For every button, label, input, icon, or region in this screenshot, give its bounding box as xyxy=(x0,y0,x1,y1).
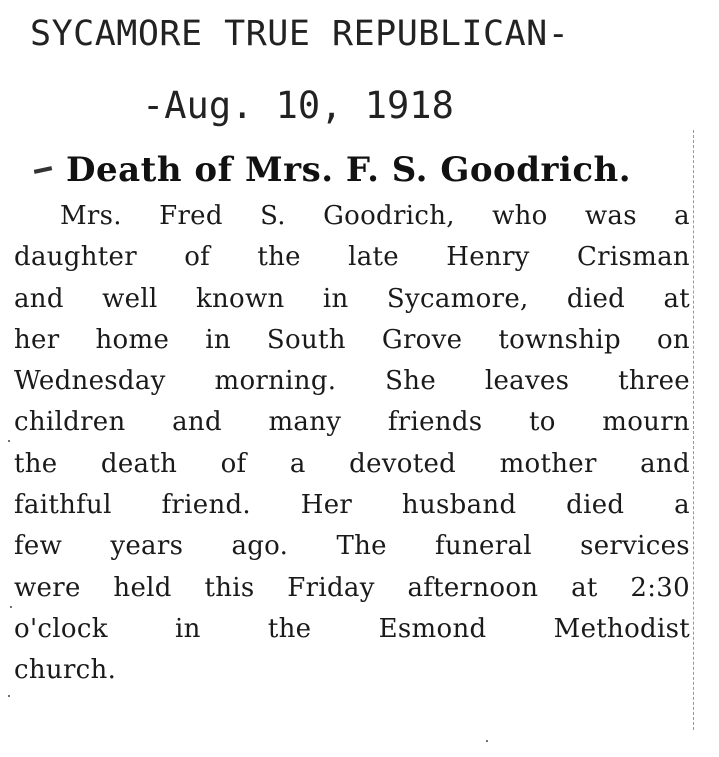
article-word: She xyxy=(385,366,437,397)
article-word: mother xyxy=(499,448,597,479)
article-word: many xyxy=(268,407,342,438)
article-word: and xyxy=(640,448,690,479)
article-line xyxy=(14,444,690,485)
article-word: on xyxy=(656,324,690,355)
article-word: three xyxy=(618,366,690,397)
article-headline xyxy=(14,150,690,190)
article-word: morning. xyxy=(214,366,337,397)
article-line xyxy=(14,568,690,609)
news-clipping xyxy=(14,150,690,692)
article-word: Henry xyxy=(446,242,530,273)
article-line xyxy=(14,279,690,320)
article-line xyxy=(14,361,690,402)
article-word: few xyxy=(14,531,63,562)
article-word: died xyxy=(566,283,626,314)
article-word: known xyxy=(195,283,285,314)
article-word: home xyxy=(95,324,170,355)
article-word: at xyxy=(571,572,598,603)
publication-date: -Aug. 10, 1918 xyxy=(142,84,454,127)
article-word: Goodrich, xyxy=(323,201,455,231)
article-word: 2:30 xyxy=(630,572,690,603)
article-word: afternoon xyxy=(407,572,539,603)
article-word: daughter xyxy=(14,242,137,273)
article-line xyxy=(14,526,690,567)
article-word: Wednesday xyxy=(14,366,166,397)
article-word: a xyxy=(674,490,690,521)
article-line xyxy=(14,609,690,650)
article-word: a xyxy=(289,448,306,479)
article-word: South xyxy=(266,324,346,355)
print-speck xyxy=(8,440,10,442)
article-word: this xyxy=(204,572,255,603)
article-word: services xyxy=(580,531,690,562)
article-word: husband xyxy=(401,490,517,521)
headline-dash-mark xyxy=(34,166,52,174)
article-word: who xyxy=(492,201,548,231)
article-word: in xyxy=(205,324,231,355)
article-word: death xyxy=(100,448,178,479)
article-word: the xyxy=(14,448,58,479)
article-word: church. xyxy=(14,655,117,686)
article-word: Mrs. xyxy=(60,201,122,231)
article-body xyxy=(14,196,690,692)
article-word: Crisman xyxy=(576,242,690,273)
article-word: The xyxy=(336,531,387,562)
article-word: faithful xyxy=(14,490,112,521)
article-word: were xyxy=(14,572,81,603)
article-word: o'clock xyxy=(14,613,108,644)
article-word: friends xyxy=(387,407,483,438)
print-speck xyxy=(486,740,488,742)
article-word: mourn xyxy=(602,407,690,438)
print-speck xyxy=(10,606,12,608)
article-word: well xyxy=(102,283,158,314)
article-word: her xyxy=(14,324,60,355)
article-word: children xyxy=(14,407,126,438)
article-word: friend. xyxy=(161,490,251,521)
article-word: Fred xyxy=(159,201,223,231)
article-word: Grove xyxy=(381,324,463,355)
article-word: township xyxy=(498,324,621,355)
article-word: Esmond xyxy=(378,613,487,644)
article-line xyxy=(14,196,690,237)
column-rule xyxy=(693,130,695,730)
article-line xyxy=(14,237,690,278)
headline-text: Death of Mrs. F. S. Goodrich. xyxy=(66,150,632,190)
article-word: and xyxy=(14,283,64,314)
article-line xyxy=(14,320,690,361)
article-word: S. xyxy=(260,201,286,231)
article-word: Her xyxy=(300,490,353,521)
article-word: at xyxy=(663,283,690,314)
article-word: was xyxy=(584,201,637,231)
article-word: to xyxy=(528,407,556,438)
article-word: funeral xyxy=(435,531,532,562)
print-speck xyxy=(8,695,10,697)
article-word: late xyxy=(348,242,399,273)
article-word: a xyxy=(674,201,690,231)
article-line xyxy=(14,485,690,526)
article-word: the xyxy=(267,613,312,644)
article-word: of xyxy=(184,242,211,273)
article-word: Methodist xyxy=(553,613,690,644)
article-word: died xyxy=(566,490,625,521)
article-word: devoted xyxy=(349,448,457,479)
article-word: the xyxy=(257,242,301,273)
article-word: in xyxy=(322,283,349,314)
article-word: Friday xyxy=(287,572,375,603)
article-line xyxy=(14,650,690,691)
article-word: leaves xyxy=(484,366,570,397)
article-word: ago. xyxy=(231,531,289,562)
article-word: years xyxy=(110,531,184,562)
newspaper-name: SYCAMORE TRUE REPUBLICAN- xyxy=(30,14,570,54)
article-word: Sycamore, xyxy=(386,283,529,314)
article-line xyxy=(14,402,690,443)
article-word: and xyxy=(172,407,222,438)
article-word: held xyxy=(113,572,172,603)
article-word: in xyxy=(174,613,201,644)
article-word: of xyxy=(220,448,247,479)
